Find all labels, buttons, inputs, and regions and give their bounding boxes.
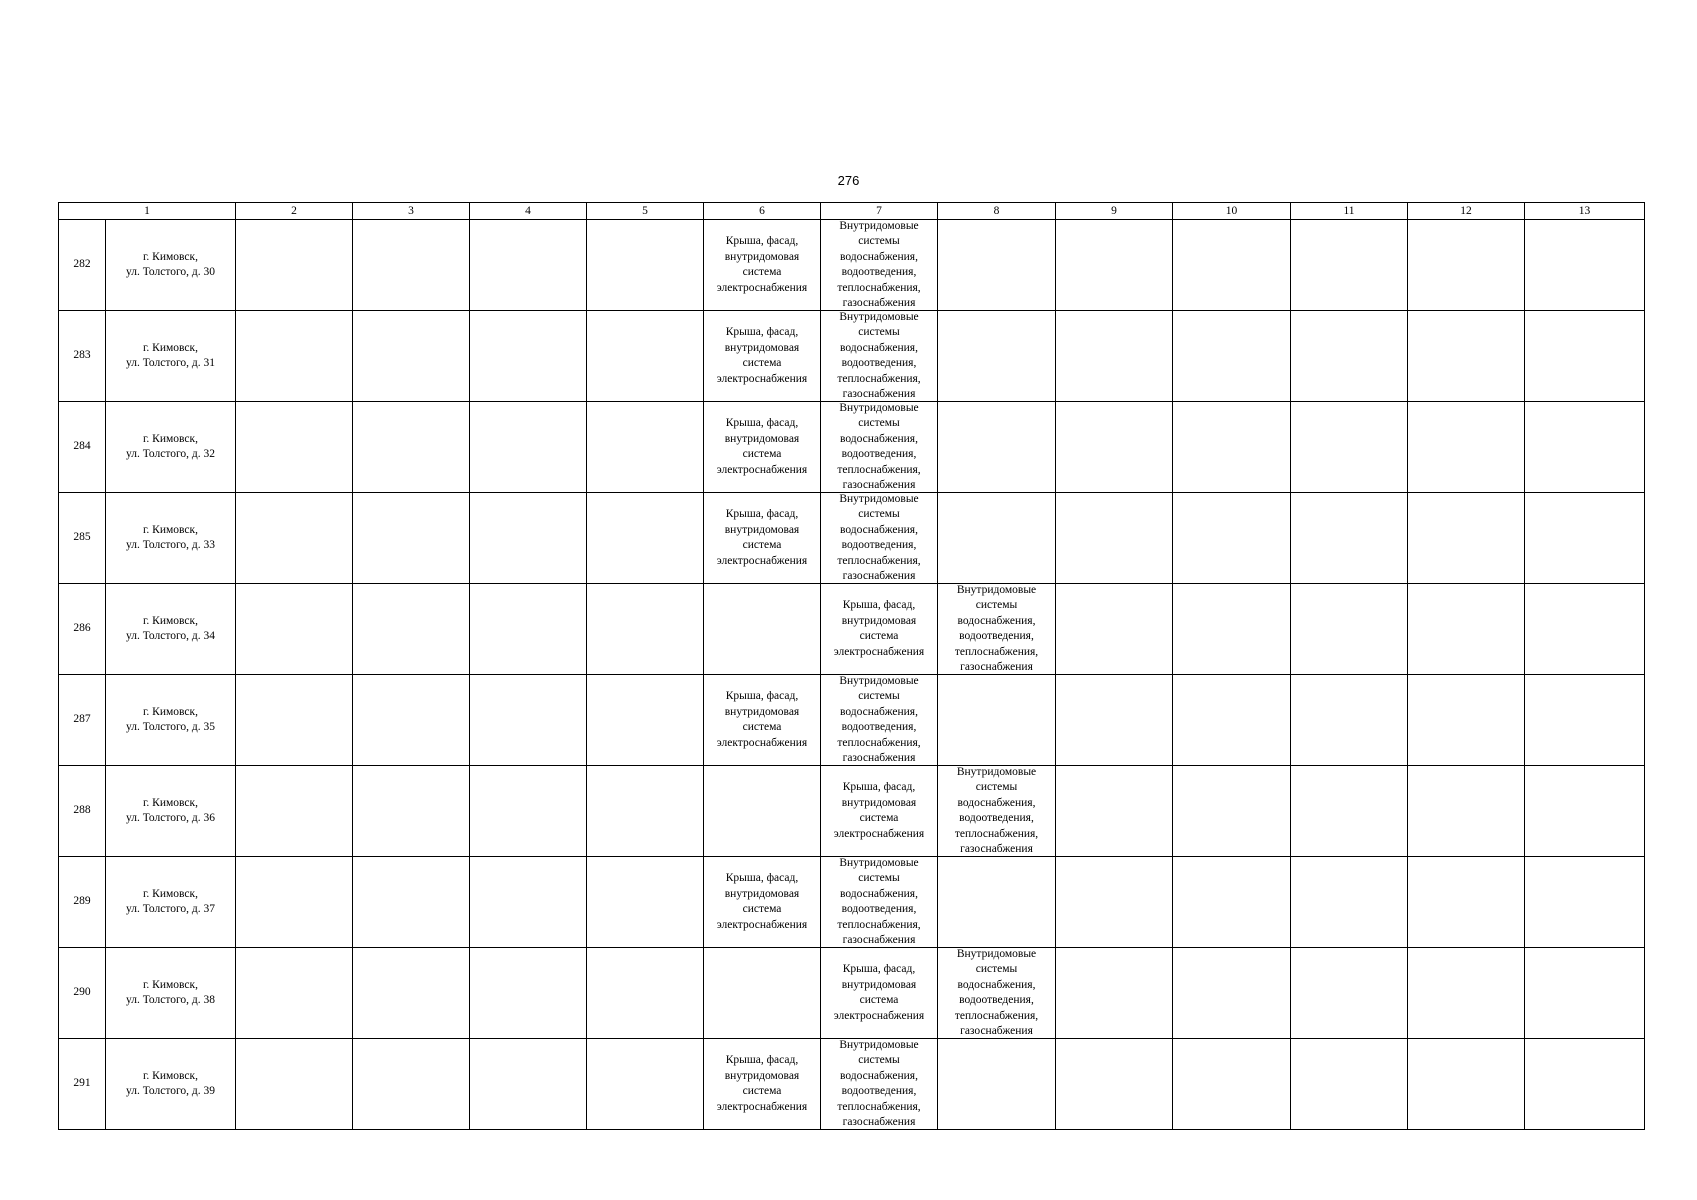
column-header-13: 13 bbox=[1525, 203, 1645, 220]
address-cell-text: г. Кимовск, ул. Толстого, д. 33 bbox=[126, 523, 215, 551]
col-11-cell bbox=[1291, 766, 1408, 857]
address-cell-text: г. Кимовск, ул. Толстого, д. 37 bbox=[126, 887, 215, 915]
column-header-1: 1 bbox=[59, 203, 236, 220]
col-12-cell bbox=[1408, 766, 1525, 857]
col-9-cell bbox=[1056, 1039, 1173, 1130]
col-8-cell-text: Внутридомовые системы водоснабжения, водоотведения, теплоснабжения, газоснабжения bbox=[954, 766, 1039, 855]
col-13-cell bbox=[1525, 220, 1645, 311]
col-6-cell bbox=[704, 402, 821, 493]
address-cell-text: г. Кимовск, ул. Толстого, д. 34 bbox=[126, 614, 215, 642]
column-header-11: 11 bbox=[1291, 203, 1408, 220]
col-8-cell bbox=[938, 311, 1056, 402]
col-12-cell bbox=[1408, 402, 1525, 493]
col-4-cell bbox=[470, 584, 587, 675]
col-3-cell bbox=[353, 948, 470, 1039]
address-cell-text: г. Кимовск, ул. Толстого, д. 36 bbox=[126, 796, 215, 824]
col-2-cell bbox=[236, 766, 353, 857]
col-4-cell bbox=[470, 311, 587, 402]
row-number-cell-text: 289 bbox=[73, 895, 91, 908]
col-2-cell bbox=[236, 493, 353, 584]
col-3-cell bbox=[353, 311, 470, 402]
col-6-cell bbox=[704, 948, 821, 1039]
col-8-cell bbox=[938, 493, 1056, 584]
column-header-9: 9 bbox=[1056, 203, 1173, 220]
col-12-cell bbox=[1408, 493, 1525, 584]
col-9-cell bbox=[1056, 493, 1173, 584]
col-6-cell bbox=[704, 220, 821, 311]
row-number-cell-text: 287 bbox=[73, 713, 91, 726]
address-cell-text: г. Кимовск, ул. Толстого, д. 35 bbox=[126, 705, 215, 733]
table-row bbox=[59, 402, 1645, 493]
col-7-cell-text: Внутридомовые системы водоснабжения, водоотведения, теплоснабжения, газоснабжения bbox=[837, 220, 921, 309]
col-10-cell bbox=[1173, 857, 1291, 948]
table-row bbox=[59, 675, 1645, 766]
address-cell-text: г. Кимовск, ул. Толстого, д. 30 bbox=[126, 250, 215, 278]
col-7-cell-text: Внутридомовые системы водоснабжения, водоотведения, теплоснабжения, газоснабжения bbox=[837, 675, 921, 764]
column-header-12: 12 bbox=[1408, 203, 1525, 220]
column-header-10: 10 bbox=[1173, 203, 1291, 220]
row-number-cell-text: 288 bbox=[73, 804, 91, 817]
col-5-cell bbox=[587, 675, 704, 766]
col-11-cell bbox=[1291, 1039, 1408, 1130]
col-6-cell-text: Крыша, фасад, внутридомовая система электроснабжения bbox=[716, 508, 808, 567]
col-8-cell-text: Внутридомовые системы водоснабжения, водоотведения, теплоснабжения, газоснабжения bbox=[954, 948, 1039, 1037]
address-cell bbox=[106, 584, 236, 675]
table-row bbox=[59, 584, 1645, 675]
repair-schedule-table bbox=[58, 202, 1645, 1130]
row-number-cell bbox=[59, 675, 106, 766]
col-5-cell bbox=[587, 311, 704, 402]
col-8-cell bbox=[938, 675, 1056, 766]
col-8-cell-text: Внутридомовые системы водоснабжения, водоотведения, теплоснабжения, газоснабжения bbox=[954, 584, 1039, 673]
column-header-6: 6 bbox=[704, 203, 821, 220]
col-4-cell bbox=[470, 220, 587, 311]
col-12-cell bbox=[1408, 1039, 1525, 1130]
column-header-7: 7 bbox=[821, 203, 938, 220]
col-7-cell bbox=[821, 220, 938, 311]
col-8-cell bbox=[938, 584, 1056, 675]
col-13-cell bbox=[1525, 948, 1645, 1039]
col-7-cell bbox=[821, 857, 938, 948]
address-cell-text: г. Кимовск, ул. Толстого, д. 38 bbox=[126, 978, 215, 1006]
col-9-cell bbox=[1056, 220, 1173, 311]
col-6-cell bbox=[704, 493, 821, 584]
col-9-cell bbox=[1056, 675, 1173, 766]
col-13-cell bbox=[1525, 584, 1645, 675]
column-number-row bbox=[59, 203, 1645, 220]
row-number-cell bbox=[59, 857, 106, 948]
address-cell bbox=[106, 1039, 236, 1130]
col-4-cell bbox=[470, 857, 587, 948]
col-10-cell bbox=[1173, 675, 1291, 766]
col-13-cell bbox=[1525, 857, 1645, 948]
col-5-cell bbox=[587, 493, 704, 584]
column-header-5: 5 bbox=[587, 203, 704, 220]
row-number-cell bbox=[59, 584, 106, 675]
col-9-cell bbox=[1056, 402, 1173, 493]
col-12-cell bbox=[1408, 857, 1525, 948]
col-7-cell bbox=[821, 1039, 938, 1130]
row-number-cell bbox=[59, 311, 106, 402]
col-6-cell bbox=[704, 857, 821, 948]
col-4-cell bbox=[470, 493, 587, 584]
col-10-cell bbox=[1173, 402, 1291, 493]
col-8-cell bbox=[938, 948, 1056, 1039]
row-number-cell bbox=[59, 402, 106, 493]
address-cell bbox=[106, 948, 236, 1039]
column-header-4: 4 bbox=[470, 203, 587, 220]
address-cell bbox=[106, 766, 236, 857]
col-4-cell bbox=[470, 402, 587, 493]
col-3-cell bbox=[353, 766, 470, 857]
col-3-cell bbox=[353, 675, 470, 766]
page-number: 276 bbox=[837, 173, 860, 188]
col-7-cell bbox=[821, 493, 938, 584]
col-7-cell bbox=[821, 402, 938, 493]
col-7-cell bbox=[821, 948, 938, 1039]
table-row bbox=[59, 857, 1645, 948]
col-5-cell bbox=[587, 1039, 704, 1130]
col-5-cell bbox=[587, 857, 704, 948]
col-7-cell bbox=[821, 675, 938, 766]
row-number-cell bbox=[59, 948, 106, 1039]
col-13-cell bbox=[1525, 1039, 1645, 1130]
col-2-cell bbox=[236, 584, 353, 675]
row-number-cell bbox=[59, 493, 106, 584]
col-13-cell bbox=[1525, 675, 1645, 766]
col-12-cell bbox=[1408, 948, 1525, 1039]
column-header-8: 8 bbox=[938, 203, 1056, 220]
col-7-cell-text: Крыша, фасад, внутридомовая система электроснабжения bbox=[833, 599, 925, 658]
row-number-cell-text: 286 bbox=[73, 622, 91, 635]
col-10-cell bbox=[1173, 493, 1291, 584]
col-10-cell bbox=[1173, 311, 1291, 402]
col-6-cell-text: Крыша, фасад, внутридомовая система электроснабжения bbox=[716, 326, 808, 385]
col-8-cell bbox=[938, 1039, 1056, 1130]
col-7-cell bbox=[821, 311, 938, 402]
col-3-cell bbox=[353, 402, 470, 493]
row-number-cell-text: 291 bbox=[73, 1077, 91, 1090]
col-2-cell bbox=[236, 1039, 353, 1130]
col-2-cell bbox=[236, 675, 353, 766]
col-11-cell bbox=[1291, 584, 1408, 675]
col-7-cell-text: Внутридомовые системы водоснабжения, водоотведения, теплоснабжения, газоснабжения bbox=[837, 402, 921, 491]
col-3-cell bbox=[353, 220, 470, 311]
col-5-cell bbox=[587, 948, 704, 1039]
col-4-cell bbox=[470, 948, 587, 1039]
col-3-cell bbox=[353, 493, 470, 584]
col-3-cell bbox=[353, 584, 470, 675]
row-number-cell bbox=[59, 1039, 106, 1130]
col-11-cell bbox=[1291, 675, 1408, 766]
col-3-cell bbox=[353, 857, 470, 948]
col-2-cell bbox=[236, 311, 353, 402]
col-6-cell bbox=[704, 584, 821, 675]
col-12-cell bbox=[1408, 584, 1525, 675]
table-row bbox=[59, 311, 1645, 402]
col-12-cell bbox=[1408, 220, 1525, 311]
col-6-cell-text: Крыша, фасад, внутридомовая система электроснабжения bbox=[716, 872, 808, 931]
col-7-cell-text: Внутридомовые системы водоснабжения, водоотведения, теплоснабжения, газоснабжения bbox=[837, 311, 921, 400]
col-9-cell bbox=[1056, 766, 1173, 857]
col-2-cell bbox=[236, 857, 353, 948]
col-11-cell bbox=[1291, 311, 1408, 402]
col-8-cell bbox=[938, 857, 1056, 948]
col-5-cell bbox=[587, 220, 704, 311]
col-9-cell bbox=[1056, 948, 1173, 1039]
col-7-cell bbox=[821, 766, 938, 857]
row-number-cell bbox=[59, 220, 106, 311]
row-number-cell-text: 284 bbox=[73, 440, 91, 453]
address-cell bbox=[106, 493, 236, 584]
col-11-cell bbox=[1291, 948, 1408, 1039]
column-header-2: 2 bbox=[236, 203, 353, 220]
col-6-cell bbox=[704, 1039, 821, 1130]
col-6-cell-text: Крыша, фасад, внутридомовая система электроснабжения bbox=[716, 235, 808, 294]
col-11-cell bbox=[1291, 493, 1408, 584]
col-4-cell bbox=[470, 766, 587, 857]
address-cell-text: г. Кимовск, ул. Толстого, д. 32 bbox=[126, 432, 215, 460]
col-6-cell bbox=[704, 675, 821, 766]
address-cell bbox=[106, 220, 236, 311]
col-11-cell bbox=[1291, 857, 1408, 948]
col-9-cell bbox=[1056, 857, 1173, 948]
row-number-cell-text: 285 bbox=[73, 531, 91, 544]
col-5-cell bbox=[587, 402, 704, 493]
address-cell bbox=[106, 857, 236, 948]
col-6-cell-text: Крыша, фасад, внутридомовая система электроснабжения bbox=[716, 417, 808, 476]
col-13-cell bbox=[1525, 311, 1645, 402]
column-header-3: 3 bbox=[353, 203, 470, 220]
col-7-cell-text: Внутридомовые системы водоснабжения, водоотведения, теплоснабжения, газоснабжения bbox=[837, 493, 921, 582]
col-13-cell bbox=[1525, 402, 1645, 493]
col-8-cell bbox=[938, 402, 1056, 493]
col-7-cell-text: Крыша, фасад, внутридомовая система электроснабжения bbox=[833, 781, 925, 840]
col-10-cell bbox=[1173, 948, 1291, 1039]
address-cell-text: г. Кимовск, ул. Толстого, д. 31 bbox=[126, 341, 215, 369]
col-6-cell-text: Крыша, фасад, внутридомовая система электроснабжения bbox=[716, 1054, 808, 1113]
row-number-cell-text: 283 bbox=[73, 349, 91, 362]
col-13-cell bbox=[1525, 493, 1645, 584]
col-11-cell bbox=[1291, 402, 1408, 493]
address-cell bbox=[106, 402, 236, 493]
col-9-cell bbox=[1056, 311, 1173, 402]
col-6-cell-text: Крыша, фасад, внутридомовая система электроснабжения bbox=[716, 690, 808, 749]
table-row bbox=[59, 1039, 1645, 1130]
col-2-cell bbox=[236, 402, 353, 493]
address-cell bbox=[106, 675, 236, 766]
col-4-cell bbox=[470, 675, 587, 766]
table-body bbox=[59, 203, 1645, 1130]
col-8-cell bbox=[938, 766, 1056, 857]
col-10-cell bbox=[1173, 766, 1291, 857]
col-3-cell bbox=[353, 1039, 470, 1130]
address-cell bbox=[106, 311, 236, 402]
col-2-cell bbox=[236, 220, 353, 311]
col-5-cell bbox=[587, 766, 704, 857]
col-7-cell-text: Крыша, фасад, внутридомовая система электроснабжения bbox=[833, 963, 925, 1022]
col-12-cell bbox=[1408, 311, 1525, 402]
col-8-cell bbox=[938, 220, 1056, 311]
col-5-cell bbox=[587, 584, 704, 675]
col-11-cell bbox=[1291, 220, 1408, 311]
col-13-cell bbox=[1525, 766, 1645, 857]
row-number-cell bbox=[59, 766, 106, 857]
col-10-cell bbox=[1173, 1039, 1291, 1130]
col-4-cell bbox=[470, 1039, 587, 1130]
col-7-cell-text: Внутридомовые системы водоснабжения, водоотведения, теплоснабжения, газоснабжения bbox=[837, 1039, 921, 1128]
col-7-cell-text: Внутридомовые системы водоснабжения, водоотведения, теплоснабжения, газоснабжения bbox=[837, 857, 921, 946]
row-number-cell-text: 282 bbox=[73, 258, 91, 271]
col-6-cell bbox=[704, 766, 821, 857]
col-7-cell bbox=[821, 584, 938, 675]
table-row bbox=[59, 493, 1645, 584]
col-6-cell bbox=[704, 311, 821, 402]
table-row bbox=[59, 766, 1645, 857]
col-10-cell bbox=[1173, 220, 1291, 311]
col-2-cell bbox=[236, 948, 353, 1039]
col-12-cell bbox=[1408, 675, 1525, 766]
col-10-cell bbox=[1173, 584, 1291, 675]
table-row bbox=[59, 948, 1645, 1039]
address-cell-text: г. Кимовск, ул. Толстого, д. 39 bbox=[126, 1069, 215, 1097]
col-9-cell bbox=[1056, 584, 1173, 675]
row-number-cell-text: 290 bbox=[73, 986, 91, 999]
table-row bbox=[59, 220, 1645, 311]
